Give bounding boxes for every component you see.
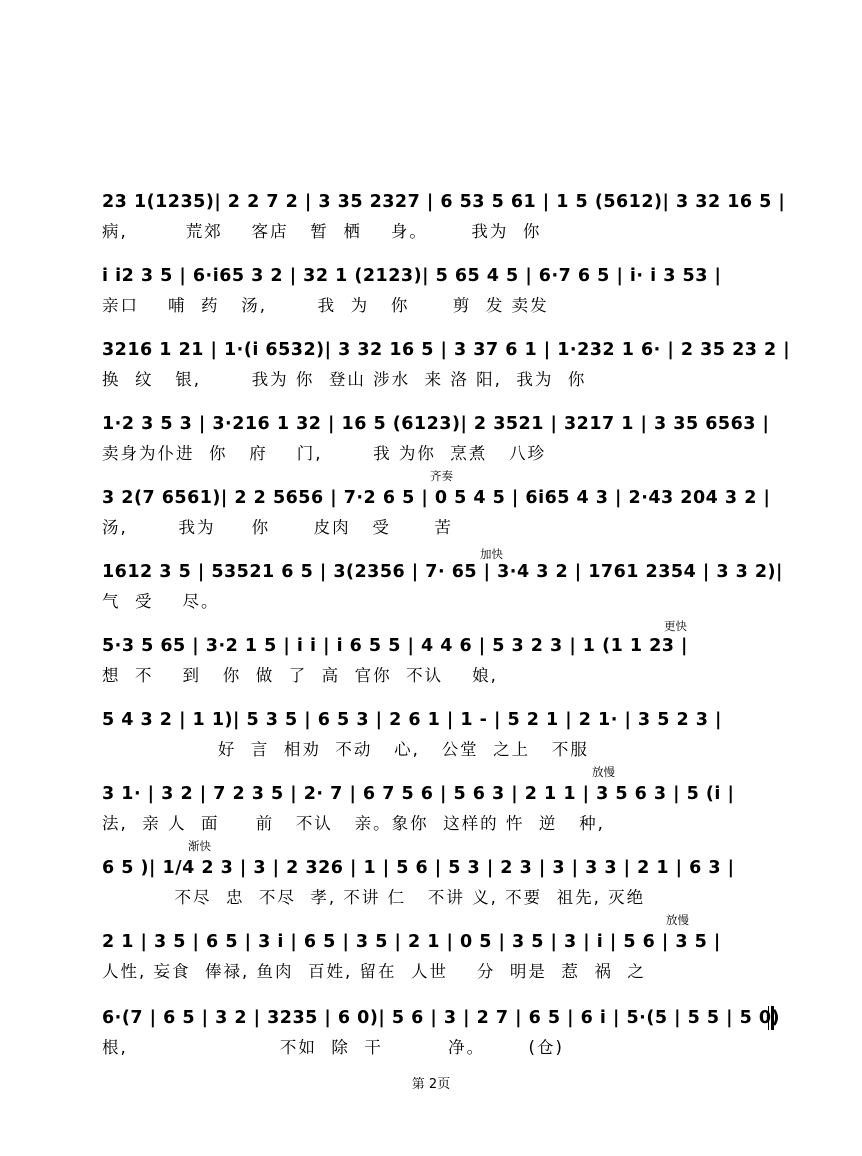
notation-line: 6·(7 | 6 5 | 3 2 | 3235 | 6 0)| 5 6 | 3 | 2 7 | 6 5 | 6 i | 5·(5 | 5 5 | 5 0): [102, 1008, 781, 1028]
notation-line: 6 5 )| 1/4 2 3 | 3 | 2 326 | 1 | 5 6 | 5 3 | 2 3 | 3 | 3 3 | 2 1 | 6 3 |: [102, 858, 735, 878]
notation-line: 2 1 | 3 5 | 6 5 | 3 i | 6 5 | 3 5 | 2 1 | 0 5 | 3 5 | 3 | i | 5 6 | 3 5 |: [102, 932, 721, 952]
lyrics-line: 气 受 尽。: [102, 592, 220, 611]
tempo-marks: [102, 456, 770, 483]
notation-line: 3 1· | 3 2 | 7 2 3 5 | 2· 7 | 6 7 5 6 | 5 6 3 | 2 1 1 | 3 5 6 3 | 5 (i |: [102, 784, 735, 804]
notation-line: 1·2 3 5 3 | 3·216 1 32 | 16 5 (6123)| 2 3521 | 3217 1 | 3 35 6563 |: [102, 414, 770, 434]
lyrics-line: 汤, 我为 你 皮肉 受 苦: [102, 518, 453, 537]
score-line: [102, 336, 791, 396]
final-barline: [768, 1006, 774, 1030]
tempo-marks: [102, 604, 770, 633]
lyrics-line: 法, 亲 人 面 前 不认 亲。象你 这样的 忤 逆 种,: [102, 814, 605, 833]
lyrics-line: 根, 不如 除 干 净。 (仓): [102, 1038, 564, 1057]
notation-line: 23 1(1235)| 2 2 7 2 | 3 35 2327 | 6 53 5 61 | 1 5 (5612)| 3 32 16 5 |: [102, 192, 786, 212]
tempo-mark: 更快: [664, 619, 687, 633]
tempo-mark: 齐奏: [430, 469, 453, 483]
lyrics-line: 人性, 妄食 俸禄, 鱼肉 百姓, 留在 人世 分 明是 惹 祸 之: [102, 962, 646, 981]
tempo-mark: 放慢: [592, 765, 615, 779]
lyrics-line: 亲口 哺 药 汤, 我 为 你 剪 发 卖发: [102, 296, 549, 315]
lyrics-line: 病, 荒郊 客店 暂 栖 身。 我为 你: [102, 222, 542, 241]
notation-line: i i2 3 5 | 6·i65 3 2 | 32 1 (2123)| 5 65 4 5 | 6·7 6 5 | i· i 3 53 |: [102, 266, 722, 286]
lyrics-line: 换 纹 银, 我为 你 登山 涉水 来 洛 阳, 我为 你: [102, 370, 587, 389]
tempo-marks: [102, 900, 770, 927]
tempo-mark: 放慢: [666, 913, 689, 927]
tempo-marks: [102, 530, 770, 561]
lyrics-line: 卖身为仆进 你 府 门, 我 为你 烹煮 八珍: [102, 444, 547, 463]
notation-line: 5 4 3 2 | 1 1)| 5 3 5 | 6 5 3 | 2 6 1 | 1 - | 5 2 1 | 2 1· | 3 5 2 3 |: [102, 710, 722, 730]
lyrics-line: 想 不 到 你 做 了 高 官你 不认 娘,: [102, 666, 498, 685]
score-line: [102, 913, 770, 988]
notation-line: 3 2(7 6561)| 2 2 5656 | 7·2 6 5 | 0 5 4 5 | 6i65 4 3 | 2·43 204 3 2 |: [102, 488, 771, 508]
score-line: [102, 1004, 781, 1064]
tempo-mark: 加快: [480, 547, 503, 561]
score-line: [102, 188, 786, 248]
score-line: [102, 262, 770, 322]
tempo-marks: [102, 826, 770, 853]
notation-line: 3216 1 21 | 1·(i 6532)| 3 32 16 5 | 3 37 6 1 | 1·232 1 6· | 2 35 23 2 |: [102, 340, 791, 360]
lyrics-line: 不尽 忠 不尽 孝, 不讲 仁 不讲 义, 不要 祖先, 灭绝: [102, 888, 646, 907]
notation-line: 1612 3 5 | 53521 6 5 | 3(2356 | 7· 65 | 3·4 3 2 | 1761 2354 | 3 3 2)|: [102, 562, 783, 582]
lyrics-line: 好 言 相劝 不动 心, 公堂 之上 不服: [102, 740, 589, 759]
page-number: 第 2页: [411, 1077, 451, 1092]
tempo-mark: 渐快: [188, 839, 211, 853]
notation-line: 5·3 5 65 | 3·2 1 5 | i i | i 6 5 5 | 4 4 6 | 5 3 2 3 | 1 (1 1 23 |: [102, 636, 688, 656]
score-line: [102, 619, 770, 692]
tempo-marks: [102, 752, 770, 779]
